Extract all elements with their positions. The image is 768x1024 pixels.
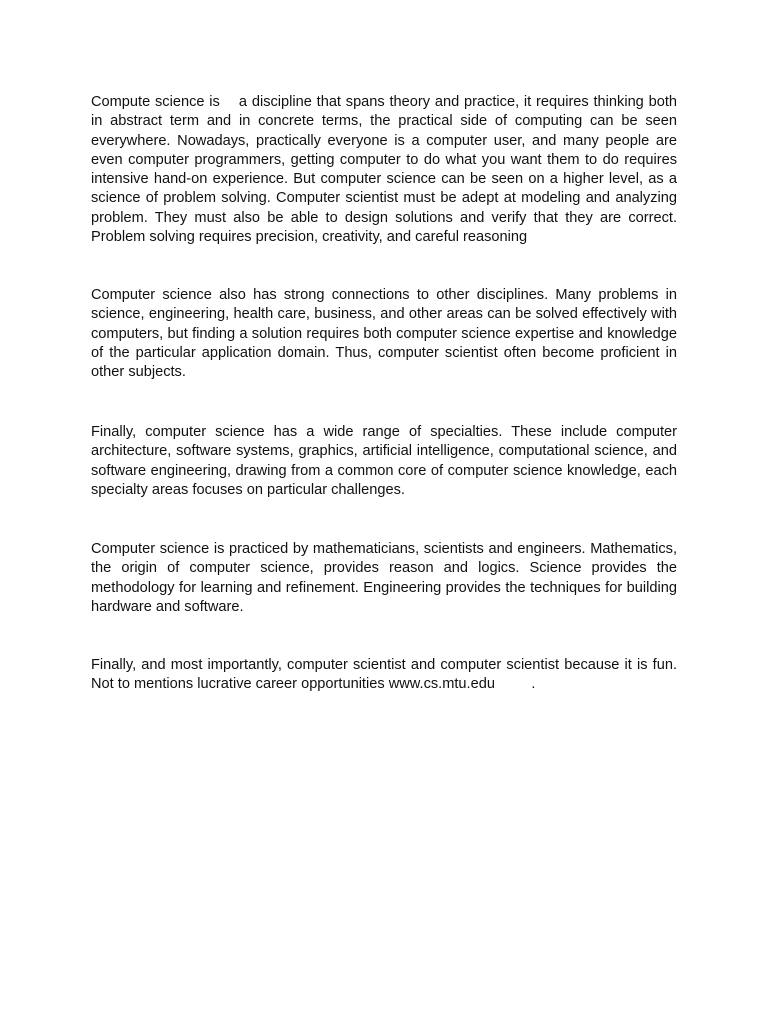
paragraph-practitioners: Computer science is practiced by mathematicians, scientists and engineers. Mathematics, the origin of computer science, provides reason and logics. Science provides the methodology for learning and refinement. Engineering provides the techniques for building hardware and software. [91,541,682,615]
paragraph-specialties: Finally, computer science has a wide range of specialties. These include computer architecture, software systems, graphics, artificial intelligence, computational science, and software engineering, drawing from a common core of computer science knowledge, each specialty areas focuses on particular challenges. [91,424,682,498]
paragraph-connections: Computer science also has strong connections to other disciplines. Many problems in science, engineering, health care, business, and other areas can be solved effectively with computers, but finding a solution requires both computer science expertise and knowledge of the particular application domain. Thus, computer scientist often become proficient in other subjects. [91,287,682,381]
paragraph-intro: Compute science is a discipline that spans theory and practice, it requires thinking both in abstract term and in concrete terms, the practical side of computing can be seen everywhere. Nowadays, practically everyone is a computer user, and many people are even computer programmers, getting computer to do what you want them to do requires intensive hand-on experience. But computer science can be seen on a higher level, as a science of problem solving. Computer scientist must be adept at modeling and analyzing problem. They must also be able to design solutions and verify that they are correct. Problem solving requires precision, creativity, and careful reasoning [91,94,682,246]
paragraph-conclusion: Finally, and most importantly, computer scientist and computer scientist because it is fun. Not to mentions lucrative career opportunities www.cs.mtu.edu . [91,657,682,693]
